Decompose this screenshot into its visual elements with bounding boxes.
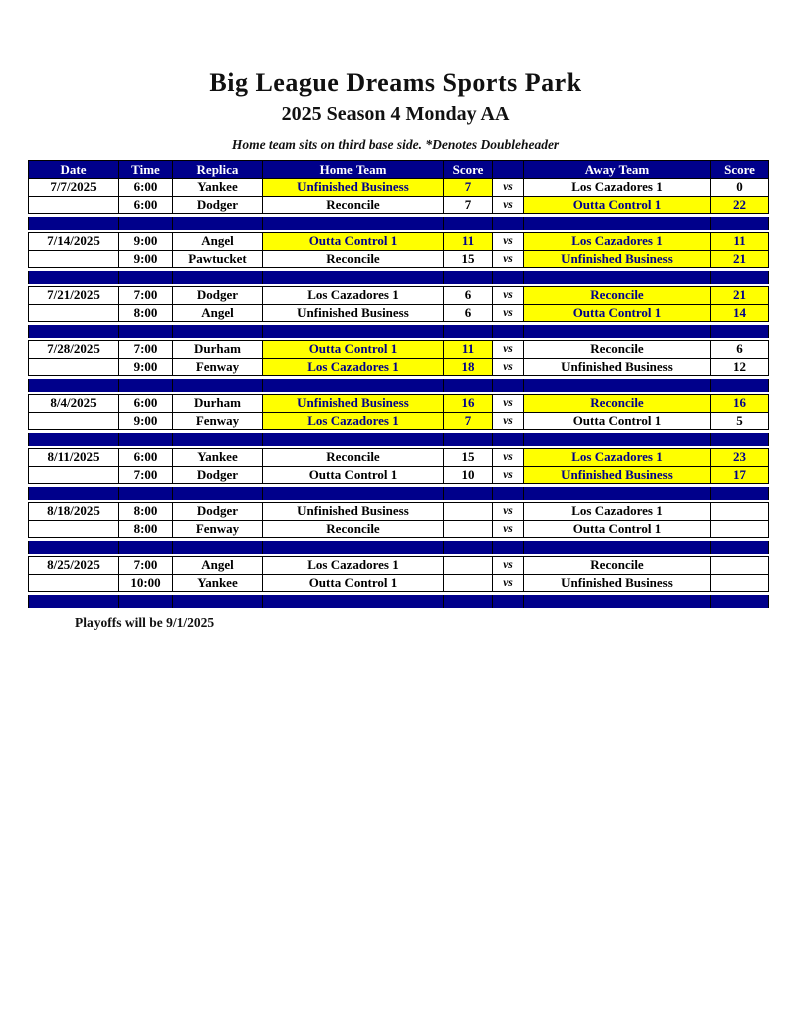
time-cell: 8:00 bbox=[119, 503, 173, 521]
separator-cell bbox=[524, 217, 711, 230]
home-team-cell: Outta Control 1 bbox=[263, 233, 444, 251]
separator-cell bbox=[711, 379, 769, 392]
separator-cell bbox=[173, 595, 263, 608]
replica-cell: Fenway bbox=[173, 412, 263, 430]
header-row bbox=[29, 161, 769, 179]
separator-cell bbox=[493, 217, 524, 230]
separator-cell bbox=[29, 217, 119, 230]
separator-cell bbox=[119, 433, 173, 446]
date-cell: 8/18/2025 bbox=[29, 503, 119, 521]
separator-cell bbox=[493, 271, 524, 284]
away-team-cell: Reconcile bbox=[524, 557, 711, 575]
home-score-cell: 6 bbox=[444, 304, 493, 322]
time-cell: 6:00 bbox=[119, 179, 173, 197]
separator-cell bbox=[119, 487, 173, 500]
separator-cell bbox=[524, 541, 711, 554]
game-row bbox=[29, 196, 769, 214]
game-row bbox=[29, 520, 769, 538]
vs-cell: vs bbox=[493, 412, 524, 430]
separator-cell bbox=[711, 433, 769, 446]
home-score-cell: 10 bbox=[444, 466, 493, 484]
game-row bbox=[29, 304, 769, 322]
game-row bbox=[29, 557, 769, 575]
away-team-cell: Outta Control 1 bbox=[524, 196, 711, 214]
separator-cell bbox=[173, 271, 263, 284]
separator-cell bbox=[119, 541, 173, 554]
home-score-cell: 16 bbox=[444, 395, 493, 413]
game-row bbox=[29, 466, 769, 484]
vs-cell: vs bbox=[493, 287, 524, 305]
separator-cell bbox=[173, 379, 263, 392]
date-cell: 7/28/2025 bbox=[29, 341, 119, 359]
replica-cell: Dodger bbox=[173, 503, 263, 521]
game-row bbox=[29, 287, 769, 305]
col-header-home-team: Home Team bbox=[263, 161, 444, 179]
col-header-away-score: Score bbox=[711, 161, 769, 179]
separator-cell bbox=[173, 325, 263, 338]
separator-cell bbox=[444, 433, 493, 446]
playoffs-note: Playoffs will be 9/1/2025 bbox=[75, 614, 215, 630]
game-row bbox=[29, 233, 769, 251]
home-score-cell: 7 bbox=[444, 412, 493, 430]
time-cell: 9:00 bbox=[119, 233, 173, 251]
home-score-cell bbox=[444, 574, 493, 592]
separator-cell bbox=[711, 541, 769, 554]
week-block bbox=[28, 394, 769, 430]
separator-cell bbox=[263, 271, 444, 284]
separator-cell bbox=[524, 487, 711, 500]
vs-cell: vs bbox=[493, 395, 524, 413]
week-block bbox=[28, 448, 769, 484]
home-team-cell: Reconcile bbox=[263, 250, 444, 268]
separator-cell bbox=[119, 271, 173, 284]
game-row bbox=[29, 358, 769, 376]
game-row bbox=[29, 449, 769, 467]
date-cell bbox=[29, 520, 119, 538]
vs-cell: vs bbox=[493, 179, 524, 197]
time-cell: 6:00 bbox=[119, 395, 173, 413]
separator-cell bbox=[119, 217, 173, 230]
away-score-cell: 11 bbox=[711, 233, 769, 251]
vs-cell: vs bbox=[493, 250, 524, 268]
time-cell: 9:00 bbox=[119, 358, 173, 376]
game-row bbox=[29, 341, 769, 359]
game-row bbox=[29, 574, 769, 592]
separator-cell bbox=[173, 433, 263, 446]
away-team-cell: Unfinished Business bbox=[524, 574, 711, 592]
home-team-cell: Los Cazadores 1 bbox=[263, 412, 444, 430]
separator-cell bbox=[263, 595, 444, 608]
replica-cell: Dodger bbox=[173, 466, 263, 484]
separator-cell bbox=[524, 325, 711, 338]
date-cell: 8/11/2025 bbox=[29, 449, 119, 467]
separator-row bbox=[28, 325, 769, 338]
vs-cell: vs bbox=[493, 341, 524, 359]
vs-cell: vs bbox=[493, 503, 524, 521]
home-score-cell: 7 bbox=[444, 196, 493, 214]
away-team-cell: Los Cazadores 1 bbox=[524, 179, 711, 197]
schedule-table bbox=[28, 160, 768, 608]
separator-cell bbox=[524, 433, 711, 446]
home-team-cell: Los Cazadores 1 bbox=[263, 287, 444, 305]
away-team-cell: Unfinished Business bbox=[524, 250, 711, 268]
date-cell: 7/21/2025 bbox=[29, 287, 119, 305]
home-score-cell bbox=[444, 503, 493, 521]
separator-cell bbox=[524, 271, 711, 284]
separator-cell bbox=[711, 595, 769, 608]
vs-cell: vs bbox=[493, 466, 524, 484]
home-score-cell: 11 bbox=[444, 233, 493, 251]
week-block bbox=[28, 178, 769, 214]
separator-cell bbox=[493, 541, 524, 554]
separator-cell bbox=[173, 217, 263, 230]
time-cell: 9:00 bbox=[119, 250, 173, 268]
separator-cell bbox=[444, 595, 493, 608]
separator-row bbox=[28, 595, 769, 608]
separator-cell bbox=[263, 217, 444, 230]
date-cell bbox=[29, 412, 119, 430]
home-score-cell: 11 bbox=[444, 341, 493, 359]
away-score-cell bbox=[711, 520, 769, 538]
game-row bbox=[29, 412, 769, 430]
game-row bbox=[29, 395, 769, 413]
separator-cell bbox=[29, 541, 119, 554]
replica-cell: Dodger bbox=[173, 287, 263, 305]
replica-cell: Dodger bbox=[173, 196, 263, 214]
week-block bbox=[28, 340, 769, 376]
away-score-cell: 12 bbox=[711, 358, 769, 376]
away-score-cell: 17 bbox=[711, 466, 769, 484]
date-cell bbox=[29, 574, 119, 592]
page-title: Big League Dreams Sports Park bbox=[209, 68, 582, 97]
home-score-cell: 7 bbox=[444, 179, 493, 197]
col-header-replica: Replica bbox=[173, 161, 263, 179]
schedule-body bbox=[28, 178, 768, 608]
separator-cell bbox=[444, 325, 493, 338]
replica-cell: Yankee bbox=[173, 179, 263, 197]
header-table bbox=[28, 160, 769, 178]
time-cell: 6:00 bbox=[119, 449, 173, 467]
home-team-cell: Los Cazadores 1 bbox=[263, 358, 444, 376]
date-cell bbox=[29, 304, 119, 322]
away-score-cell: 16 bbox=[711, 395, 769, 413]
home-score-cell bbox=[444, 557, 493, 575]
home-team-cell: Outta Control 1 bbox=[263, 466, 444, 484]
home-team-cell: Los Cazadores 1 bbox=[263, 557, 444, 575]
date-cell: 7/14/2025 bbox=[29, 233, 119, 251]
separator-row bbox=[28, 217, 769, 230]
game-row bbox=[29, 250, 769, 268]
away-team-cell: Los Cazadores 1 bbox=[524, 503, 711, 521]
date-cell: 8/4/2025 bbox=[29, 395, 119, 413]
home-team-cell: Unfinished Business bbox=[263, 179, 444, 197]
away-score-cell: 14 bbox=[711, 304, 769, 322]
away-score-cell: 21 bbox=[711, 287, 769, 305]
home-team-cell: Reconcile bbox=[263, 449, 444, 467]
separator-cell bbox=[711, 325, 769, 338]
week-block bbox=[28, 232, 769, 268]
replica-cell: Yankee bbox=[173, 449, 263, 467]
date-cell bbox=[29, 358, 119, 376]
separator-cell bbox=[711, 487, 769, 500]
page-subtitle: 2025 Season 4 Monday AA bbox=[281, 103, 510, 125]
separator-cell bbox=[173, 541, 263, 554]
away-team-cell: Reconcile bbox=[524, 395, 711, 413]
vs-cell: vs bbox=[493, 520, 524, 538]
week-block bbox=[28, 286, 769, 322]
separator-cell bbox=[263, 325, 444, 338]
away-score-cell: 21 bbox=[711, 250, 769, 268]
separator-row bbox=[28, 271, 769, 284]
home-score-cell: 6 bbox=[444, 287, 493, 305]
separator-cell bbox=[444, 487, 493, 500]
time-cell: 7:00 bbox=[119, 557, 173, 575]
separator-cell bbox=[524, 379, 711, 392]
separator-cell bbox=[29, 487, 119, 500]
col-header-date: Date bbox=[29, 161, 119, 179]
separator-cell bbox=[29, 379, 119, 392]
away-score-cell bbox=[711, 503, 769, 521]
away-team-cell: Unfinished Business bbox=[524, 358, 711, 376]
separator-row bbox=[28, 487, 769, 500]
separator-cell bbox=[493, 433, 524, 446]
replica-cell: Durham bbox=[173, 341, 263, 359]
time-cell: 8:00 bbox=[119, 520, 173, 538]
home-team-cell: Outta Control 1 bbox=[263, 341, 444, 359]
game-row bbox=[29, 179, 769, 197]
away-team-cell: Outta Control 1 bbox=[524, 304, 711, 322]
separator-cell bbox=[263, 541, 444, 554]
separator-cell bbox=[493, 379, 524, 392]
replica-cell: Fenway bbox=[173, 358, 263, 376]
away-team-cell: Reconcile bbox=[524, 287, 711, 305]
col-header-away-team: Away Team bbox=[524, 161, 711, 179]
away-team-cell: Reconcile bbox=[524, 341, 711, 359]
separator-cell bbox=[444, 541, 493, 554]
time-cell: 6:00 bbox=[119, 196, 173, 214]
replica-cell: Angel bbox=[173, 233, 263, 251]
separator-cell bbox=[711, 217, 769, 230]
replica-cell: Durham bbox=[173, 395, 263, 413]
vs-cell: vs bbox=[493, 233, 524, 251]
away-score-cell: 6 bbox=[711, 341, 769, 359]
separator-cell bbox=[29, 271, 119, 284]
separator-row bbox=[28, 433, 769, 446]
time-cell: 7:00 bbox=[119, 466, 173, 484]
separator-cell bbox=[444, 217, 493, 230]
separator-cell bbox=[524, 595, 711, 608]
home-team-cell: Reconcile bbox=[263, 520, 444, 538]
week-block bbox=[28, 556, 769, 592]
replica-cell: Fenway bbox=[173, 520, 263, 538]
separator-row bbox=[28, 541, 769, 554]
home-team-cell: Reconcile bbox=[263, 196, 444, 214]
separator-cell bbox=[119, 595, 173, 608]
away-team-cell: Unfinished Business bbox=[524, 466, 711, 484]
date-cell bbox=[29, 196, 119, 214]
separator-cell bbox=[444, 271, 493, 284]
separator-cell bbox=[711, 271, 769, 284]
away-score-cell bbox=[711, 557, 769, 575]
vs-cell: vs bbox=[493, 304, 524, 322]
separator-cell bbox=[173, 487, 263, 500]
time-cell: 9:00 bbox=[119, 412, 173, 430]
replica-cell: Yankee bbox=[173, 574, 263, 592]
col-header-vs bbox=[493, 161, 524, 179]
time-cell: 10:00 bbox=[119, 574, 173, 592]
away-team-cell: Outta Control 1 bbox=[524, 412, 711, 430]
separator-cell bbox=[493, 595, 524, 608]
separator-cell bbox=[263, 487, 444, 500]
separator-cell bbox=[29, 433, 119, 446]
away-score-cell: 5 bbox=[711, 412, 769, 430]
replica-cell: Angel bbox=[173, 557, 263, 575]
away-score-cell: 0 bbox=[711, 179, 769, 197]
home-score-cell: 15 bbox=[444, 250, 493, 268]
home-score-cell: 15 bbox=[444, 449, 493, 467]
week-block bbox=[28, 502, 769, 538]
vs-cell: vs bbox=[493, 449, 524, 467]
date-cell: 8/25/2025 bbox=[29, 557, 119, 575]
replica-cell: Angel bbox=[173, 304, 263, 322]
time-cell: 8:00 bbox=[119, 304, 173, 322]
separator-cell bbox=[263, 379, 444, 392]
separator-cell bbox=[493, 487, 524, 500]
time-cell: 7:00 bbox=[119, 287, 173, 305]
separator-cell bbox=[119, 325, 173, 338]
separator-cell bbox=[29, 325, 119, 338]
home-team-cell: Unfinished Business bbox=[263, 395, 444, 413]
date-cell: 7/7/2025 bbox=[29, 179, 119, 197]
separator-cell bbox=[263, 433, 444, 446]
home-team-cell: Unfinished Business bbox=[263, 503, 444, 521]
away-team-cell: Outta Control 1 bbox=[524, 520, 711, 538]
home-score-cell bbox=[444, 520, 493, 538]
date-cell bbox=[29, 250, 119, 268]
vs-cell: vs bbox=[493, 574, 524, 592]
away-score-cell: 22 bbox=[711, 196, 769, 214]
separator-cell bbox=[29, 595, 119, 608]
home-score-cell: 18 bbox=[444, 358, 493, 376]
replica-cell: Pawtucket bbox=[173, 250, 263, 268]
time-cell: 7:00 bbox=[119, 341, 173, 359]
vs-cell: vs bbox=[493, 358, 524, 376]
separator-cell bbox=[444, 379, 493, 392]
separator-cell bbox=[493, 325, 524, 338]
home-team-cell: Unfinished Business bbox=[263, 304, 444, 322]
separator-row bbox=[28, 379, 769, 392]
away-score-cell: 23 bbox=[711, 449, 769, 467]
vs-cell: vs bbox=[493, 196, 524, 214]
home-team-note: Home team sits on third base side. *Denotes Doubleheader bbox=[231, 137, 560, 152]
col-header-time: Time bbox=[119, 161, 173, 179]
home-team-cell: Outta Control 1 bbox=[263, 574, 444, 592]
away-team-cell: Los Cazadores 1 bbox=[524, 233, 711, 251]
date-cell bbox=[29, 466, 119, 484]
away-team-cell: Los Cazadores 1 bbox=[524, 449, 711, 467]
game-row bbox=[29, 503, 769, 521]
vs-cell: vs bbox=[493, 557, 524, 575]
away-score-cell bbox=[711, 574, 769, 592]
col-header-home-score: Score bbox=[444, 161, 493, 179]
separator-cell bbox=[119, 379, 173, 392]
